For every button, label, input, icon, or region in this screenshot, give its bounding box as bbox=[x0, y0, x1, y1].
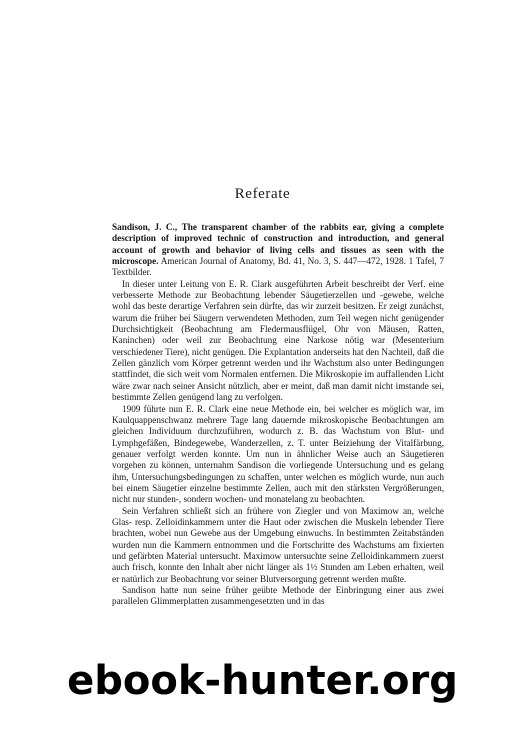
watermark-text: ebook-hunter.org bbox=[67, 658, 458, 704]
reference-header bbox=[112, 222, 444, 279]
paragraph-1: In dieser unter Leitung von E. R. Clark ausgeführten Arbeit beschreibt der Verf. eine verbesserte Methode zur Beobachtung lebender Säugetierzellen und -gewebe, welche wohl das beste derartige Verfahren sein dürfte, das wir zurzeit besitzen. Er zeigt zunächst, warum die früher bei Säugern verwendeten Methoden, zum Teil wegen nicht genügender Durchsichtigkeit (Beobachtung am Fledermausflügel, Ohr von Mäusen, Ratten, Kaninchen) oder weil zur Beobachtung eine Narkose nötig war (Mesenterium verschiedener Tiere), nicht genügen. Die Explantation anderseits hat den Nachteil, daß die Zellen gänzlich vom Körper getrennt werden und ihr Wachstum also unter Bedingungen stattfindet, die sich weit vom Normalen entfernen. Die Mikroskopie im auffallenden Licht wäre zwar nach seiner Ansicht nützlich, aber er meint, daß man damit nicht imstande sei, bestimmte Zellen genügend lang zu verfolgen. bbox=[112, 278, 444, 403]
reference-authors: Sandison, J. C., bbox=[112, 222, 178, 232]
section-heading: Referate bbox=[234, 186, 291, 202]
paragraph-2: 1909 führte nun E. R. Clark eine neue Methode ein, bei welcher es möglich war, im Kaulquappenschwanz mehrere Tage lang dauernde mikroskopische Beobachtungen am gleichen Individuum durchzuführen, wodurch z. B. das Wachstum von Blut- und Lymphgefäßen, Bindegewebe, Wanderzellen, z. T. unter Beiziehung der Vitalfärbung, genauer verfolgt werden konnte. Um nun in ähnlicher Weise auch an Säugetieren vorgehen zu können, unternahm Sandison die vorliegende Untersuchung und es gelang ihm, Untersuchungsbedingungen zu schaffen, unter welchen es möglich wurde, nun auch bei einem Säugetier einzelne bestimmte Zellen, auch mit den stärksten Vergrößerungen, nicht nur stunden-, sondern wochen- und monatelang zu beobachten. bbox=[112, 403, 444, 505]
review-article bbox=[112, 222, 444, 608]
paragraph-4: Sandison hatte nun seine früher geübte Methode der Einbringung einer aus zwei parallelen Glimmerplatten zusammengesetzten und in das bbox=[112, 585, 444, 607]
paragraph-3: Sein Verfahren schließt sich an frühere von Ziegler und von Maximow an, welche Glas- resp. Zelloidinkammern unter die Haut oder zwischen die Muskeln lebender Tiere brachten, wobei nun Gewebe aus der Umgebung einwuchs. In bestimmten Zeitabständen wurden nun die Kammern entnommen und die Fortschritte des Wachstums am fixierten und gefärbten Material untersucht. Maximow untersuchte seine Zelloidinkammern zuerst auch frisch, konnte den Inhalt aber nicht länger als 1½ Stunden am Leben erhalten, weil er natürlich zur Beobachtung vor seiner Blutversorgung getrennt werden mußte. bbox=[112, 505, 444, 584]
reference-title: The transparent chamber of the rabbits ear, giving a complete description of improved technic of construction and introduction, and general account of growth and behavior of living cells and tissues as seen with the microscope. bbox=[112, 222, 444, 267]
reference-citation: American Journal of Anatomy, Bd. 41, No. 3, S. 447—472, 1928. 1 Tafel, 7 Textbilder. bbox=[112, 256, 445, 278]
